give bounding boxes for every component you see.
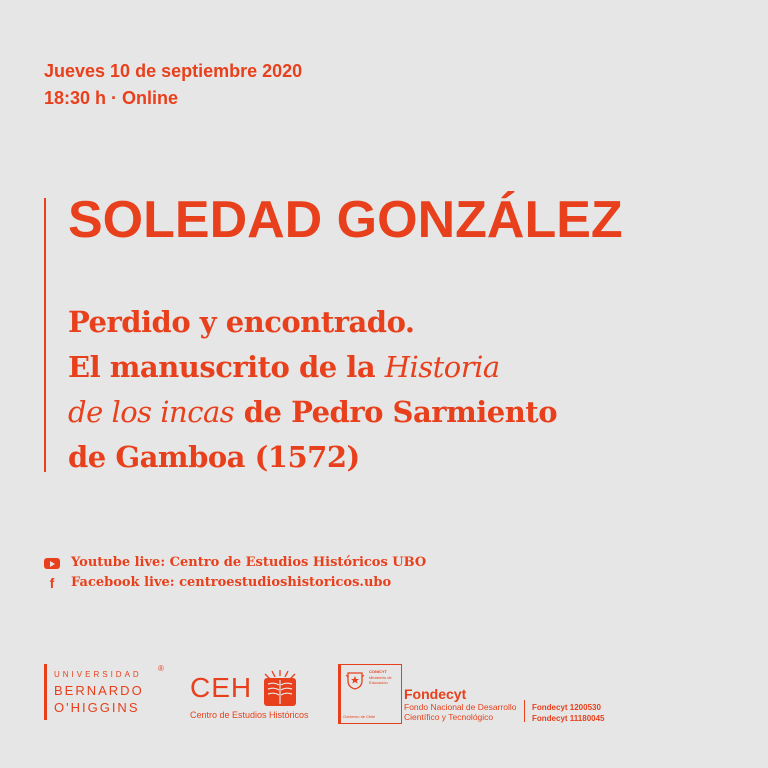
facebook-icon: f: [49, 575, 55, 591]
fondecyt-code-2: Fondecyt 11180045: [532, 714, 605, 723]
talk-title-italic: Historia: [384, 350, 500, 384]
registered-mark: ®: [158, 664, 164, 673]
ubo-logo-line-1: UNIVERSIDAD: [54, 670, 142, 679]
fondecyt-divider: [524, 700, 525, 722]
ubo-logo-line-3: O'HIGGINS: [54, 700, 140, 715]
youtube-icon: [44, 558, 60, 569]
fondecyt-code-1: Fondecyt 1200530: [532, 703, 601, 712]
ministry-label: Ministerio de Educación: [369, 675, 392, 685]
event-datetime: [44, 58, 302, 112]
conicyt-label: CONICYT: [369, 669, 387, 674]
talk-title-line-1: Perdido y encontrado.: [68, 305, 415, 339]
ubo-logo-text: [54, 668, 144, 716]
talk-title-text: El manuscrito de la: [68, 350, 385, 384]
youtube-link-label: Youtube live: Centro de Estudios Históricos UBO: [71, 555, 427, 570]
event-date: Jueves 10 de septiembre 2020: [44, 61, 303, 81]
flag-bar: [339, 665, 341, 723]
talk-title-line-4: de Gamboa (1572): [68, 440, 360, 474]
ceh-logo: [190, 668, 310, 724]
stream-links: [44, 553, 426, 593]
fondecyt-title: Fondecyt: [404, 686, 467, 702]
fondecyt-subtitle: [404, 702, 516, 722]
gobierno-de-chile-logo: [338, 664, 402, 724]
talk-title: [68, 300, 557, 480]
fondecyt-subtitle-line-1: Fondo Nacional de Desarrollo: [404, 702, 517, 712]
chile-coat-of-arms-icon: [344, 669, 366, 691]
facebook-link[interactable]: [44, 573, 426, 593]
gobierno-label: Gobierno de Chile: [343, 714, 376, 719]
accent-divider: [44, 198, 46, 472]
fondecyt-subtitle-line-2: Científico y Tecnológico: [404, 712, 494, 722]
event-time: 18:30 h · Online: [44, 88, 179, 108]
youtube-link[interactable]: [44, 553, 426, 573]
talk-title-line-3: [68, 390, 557, 435]
ubo-logo: [44, 664, 174, 720]
ubo-logo-line-2: BERNARDO: [54, 683, 144, 698]
facebook-link-label: Facebook live: centroestudioshistoricos.ubo: [71, 575, 392, 590]
talk-title-line-2: [68, 345, 557, 390]
fondecyt-logo: [338, 664, 628, 724]
speaker-name: SOLEDAD GONZÁLEZ: [68, 191, 623, 249]
fondecyt-codes: [532, 702, 605, 724]
ceh-logo-caption: Centro de Estudios Históricos: [190, 710, 309, 720]
talk-title-italic: de los incas: [68, 395, 235, 429]
talk-title-text: de Pedro Sarmiento: [234, 395, 558, 429]
ceh-logo-letters: CEH: [190, 672, 253, 703]
open-book-icon: [258, 668, 302, 708]
ubo-logo-bar: [44, 664, 47, 720]
